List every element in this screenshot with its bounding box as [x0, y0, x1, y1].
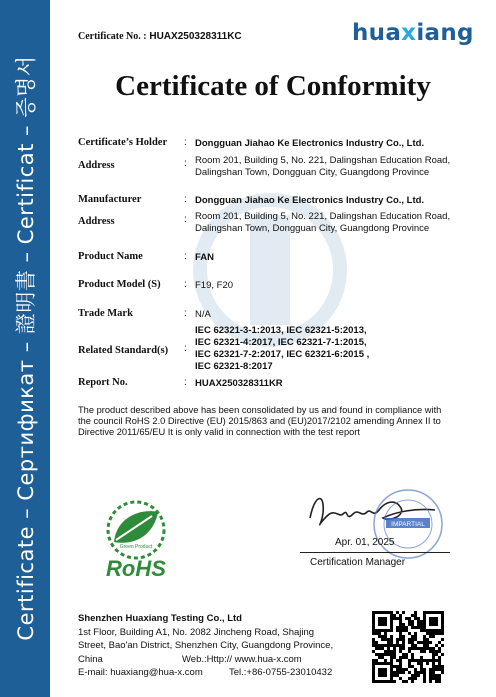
standards-list — [195, 325, 369, 373]
side-banner — [0, 0, 50, 697]
svg-text:IMPARTIAL: IMPARTIAL — [391, 521, 425, 528]
product-name-label: Product Name — [78, 251, 143, 262]
holder-name: Dongguan Jiahao Ke Electronics Industry Co., Ltd. — [195, 138, 425, 149]
issuer-contact: Shenzhen Huaxiang Testing Co., Ltd 1st Floor, Building A1, No. 2082 Jincheng Road, Shajing Street, Bao'an District, Shenzhen City, Guangdong Province, China Web.:Http:// www.hua-x.com E-mail: huaxiang@hua-x.com Tel.:+86-0755-23010432 — [78, 613, 334, 678]
holder-address-label: Address — [78, 160, 115, 171]
manufacturer-address: Room 201, Building 5, No. 221, Dalingshan Education Road, Dalingshan Town, Dongguan City, Guangdong Province — [195, 211, 451, 234]
report-number: HUAX250328311KR — [195, 378, 283, 389]
standard-line: IEC 62321-7-2:2017, IEC 62321-6:2015 , — [195, 349, 370, 360]
holder-label: Certificate’s Holder — [78, 137, 168, 148]
standard-line: IEC 62321-8:2017 — [195, 361, 273, 372]
manufacturer-label: Manufacturer — [78, 194, 142, 205]
standard-line: IEC 62321-3-1:2013, IEC 62321-5:2013, — [195, 325, 367, 336]
manufacturer-address-label: Address — [78, 216, 115, 227]
rohs-leaf-icon — [92, 500, 180, 580]
trademark-value: N/A — [195, 309, 211, 320]
issuer-name: Shenzhen Huaxiang Testing Co., Ltd — [78, 613, 242, 624]
official-stamp-icon — [372, 488, 444, 560]
certificate-number-value: HUAX250328311KC — [149, 31, 242, 42]
huaxiang-logo: huaxiang — [352, 20, 474, 46]
manufacturer-name: Dongguan Jiahao Ke Electronics Industry Co., Ltd. — [195, 195, 425, 206]
rohs-text: RoHS — [106, 556, 166, 580]
qr-code-icon — [372, 611, 444, 683]
certificate-number — [78, 31, 242, 42]
standards-label: Related Standard(s) — [78, 345, 169, 356]
trademark-label: Trade Mark — [78, 308, 133, 319]
page-title: Certificate of Conformity — [115, 70, 431, 102]
issue-date: Apr. 01, 2025 — [335, 537, 395, 548]
compliance-statement: The product described above has been consolidated by us and found in compliance with the council RoHS 2.0 Directive (EU) 2015/863 and (EU)2017/2102 amending Annex II to Directive 2011/65/EU It is only valid in connection with the test report — [78, 405, 442, 437]
holder-address: Room 201, Building 5, No. 221, Dalingshan Education Road, Dalingshan Town, Dongguan City, Guangdong Province — [195, 155, 451, 178]
side-banner-text: Certificate – Сертификат – 證明書 – Certificat – 증명서 — [14, 55, 38, 641]
product-name-value: FAN — [195, 252, 214, 263]
report-label: Report No. — [78, 377, 128, 388]
standard-line: IEC 62321-4:2017, IEC 62321-7-1:2015, — [195, 337, 367, 348]
certificate-number-label: Certificate No. : — [78, 31, 147, 42]
product-model-label: Product Model (S) — [78, 279, 161, 290]
svg-text:Green Product: Green Product — [119, 544, 153, 550]
signature-line — [300, 552, 450, 553]
signatory-role: Certification Manager — [310, 557, 406, 568]
product-model-value: F19, F20 — [195, 280, 234, 291]
